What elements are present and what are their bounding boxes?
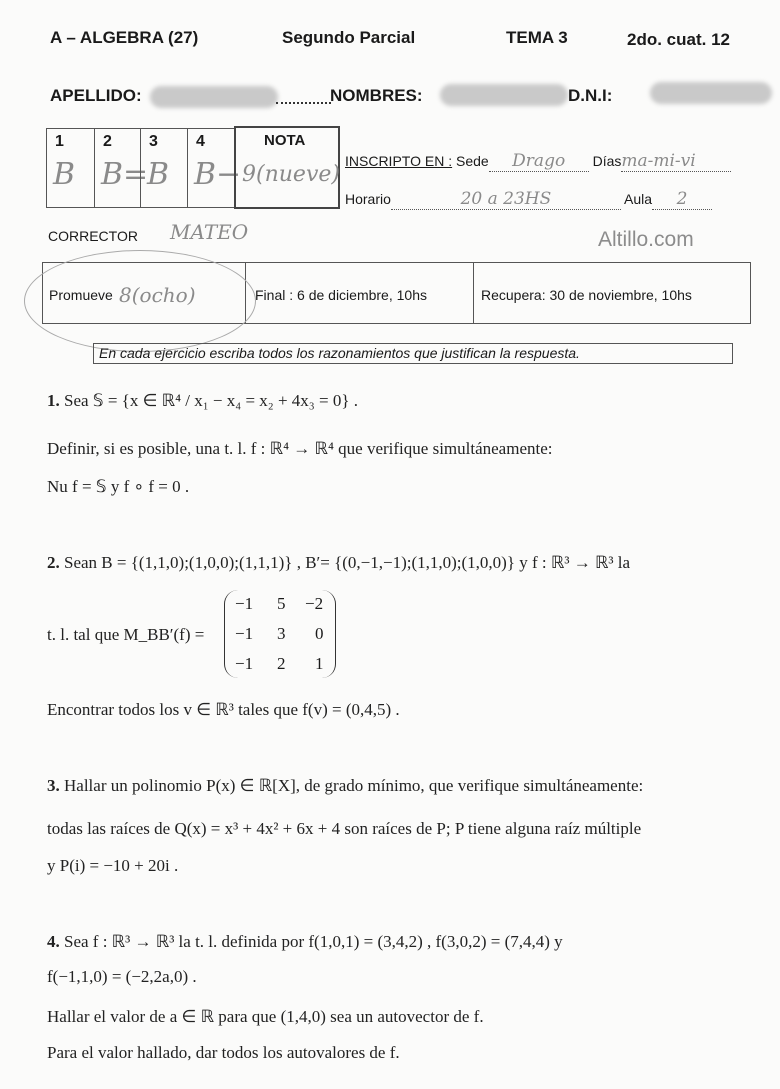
- q3-line2: todas las raíces de Q(x) = x³ + 4x² + 6x + 4 son raíces de P; P tiene alguna raíz múltiple: [47, 819, 642, 838]
- aula-label: Aula: [624, 191, 653, 207]
- col-label: 1: [55, 133, 64, 150]
- matrix-cell: 5: [277, 594, 286, 613]
- exam-title: Segundo Parcial: [282, 28, 416, 47]
- q4-line1: [47, 932, 563, 952]
- redacted-nombres: [440, 84, 568, 106]
- inscription-line: [345, 151, 731, 172]
- dias-label: Días: [592, 153, 622, 169]
- matrix-cell: 3: [277, 624, 286, 643]
- q1-line3: Nu f = 𝕊 y f ∘ f = 0 .: [47, 477, 190, 496]
- q2-line3: Encontrar todos los v ∈ ℝ³ tales que f(v) = (0,4,5) .: [47, 700, 400, 719]
- promueve-label: Promueve: [49, 287, 113, 303]
- col-label: 2: [103, 133, 112, 150]
- horario-label: Horario: [345, 191, 391, 207]
- theme: TEMA 3: [506, 28, 568, 47]
- handwritten-circle: [24, 250, 256, 352]
- q4-line2: f(−1,1,0) = (−2,2a,0) .: [47, 967, 197, 986]
- grade-cell-2: [94, 128, 149, 208]
- matrix-cell: 2: [277, 654, 286, 673]
- final-cell: [245, 262, 474, 324]
- corrector-label: CORRECTOR: [48, 228, 138, 244]
- redacted-apellido: [150, 86, 278, 108]
- col-label: 4: [196, 133, 205, 150]
- q2-line2: t. l. tal que M_BB′(f) =: [47, 625, 205, 644]
- term: 2do. cuat. 12: [627, 30, 730, 49]
- q3-number: 3.: [47, 776, 60, 795]
- matrix-cell: −1: [235, 654, 254, 673]
- sede-label: Sede: [455, 153, 489, 169]
- grade-value: B=: [101, 157, 149, 192]
- watermark: Altillo.com: [598, 228, 694, 251]
- q2-text: Sean B = {(1,1,0);(1,0,0);(1,1,1)} , B′= {(0,−1,−1);(1,1,0);(1,0,0)} y f : ℝ³ → ℝ³ la: [64, 553, 631, 572]
- matrix-cell: 0: [315, 624, 324, 643]
- instruction-text: En cada ejercicio escriba todos los razonamientos que justifican la respuesta.: [99, 345, 580, 361]
- q3-line1: [47, 776, 643, 796]
- instruction-box: [93, 343, 733, 364]
- q4-line4: Para el valor hallado, dar todos los autovalores de f.: [47, 1043, 400, 1062]
- q1-line1: [47, 391, 358, 411]
- grade-cell-4: [187, 128, 242, 208]
- col-label: 3: [149, 133, 158, 150]
- matrix-cell: −1: [235, 594, 254, 613]
- nota-cell: [234, 126, 340, 209]
- redacted-dni: [650, 82, 772, 104]
- nombres-label: NOMBRES:: [330, 86, 423, 105]
- inscripto-label: INSCRIPTO EN :: [345, 153, 453, 169]
- q4-line3: Hallar el valor de a ∈ ℝ para que (1,4,0) sea un autovector de f.: [47, 1007, 484, 1026]
- horario-line: [345, 189, 712, 210]
- final-date: Final : 6 de diciembre, 10hs: [255, 287, 427, 303]
- sede-value: Drago: [489, 151, 589, 172]
- q2-line1: [47, 553, 630, 573]
- course-title: A – ALGEBRA (27): [50, 28, 199, 47]
- promueve-value: 8(ocho): [119, 283, 196, 307]
- recupera-date: Recupera: 30 de noviembre, 10hs: [481, 287, 692, 303]
- matrix: [224, 590, 336, 678]
- grade-value: B: [53, 157, 76, 192]
- q1-line2: Definir, si es posible, una t. l. f : ℝ⁴ → ℝ⁴ que verifique simultáneamente:: [47, 439, 553, 458]
- grade-cell-1: [46, 128, 95, 208]
- q4-number: 4.: [47, 932, 60, 951]
- q1-number: 1.: [47, 391, 60, 410]
- aula-value: 2: [652, 189, 712, 210]
- q2-number: 2.: [47, 553, 60, 572]
- dni-label: D.N.I:: [568, 86, 613, 105]
- horario-value: 20 a 23HS: [391, 189, 621, 210]
- q3-text: Hallar un polinomio P(x) ∈ ℝ[X], de grado mínimo, que verifique simultáneamente:: [64, 776, 644, 795]
- q3-line3: y P(i) = −10 + 20i .: [47, 856, 179, 875]
- nota-value: 9(nueve): [242, 162, 340, 187]
- apellido-label: APELLIDO:: [50, 86, 142, 105]
- q4-text: Sea f : ℝ³ → ℝ³ la t. l. definida por f(1,0,1) = (3,4,2) , f(3,0,2) = (7,4,4) y: [64, 932, 563, 951]
- dias-value: ma-mi-vi: [621, 151, 731, 172]
- grade-cell-3: [140, 128, 188, 208]
- nota-label: NOTA: [264, 132, 306, 149]
- q1-text: Sea 𝕊 = {x ∈ ℝ⁴ / x₁ − x₄ = x₂ + 4x₃ = 0} .: [64, 391, 358, 410]
- grade-value: B−: [194, 157, 242, 192]
- matrix-cell: 1: [315, 654, 324, 673]
- matrix-cell: −2: [305, 594, 324, 613]
- corrector-value: MATEO: [170, 220, 249, 244]
- dots: [276, 88, 331, 104]
- matrix-cell: −1: [235, 624, 254, 643]
- recupera-cell: [473, 262, 751, 324]
- grade-value: B: [147, 157, 170, 192]
